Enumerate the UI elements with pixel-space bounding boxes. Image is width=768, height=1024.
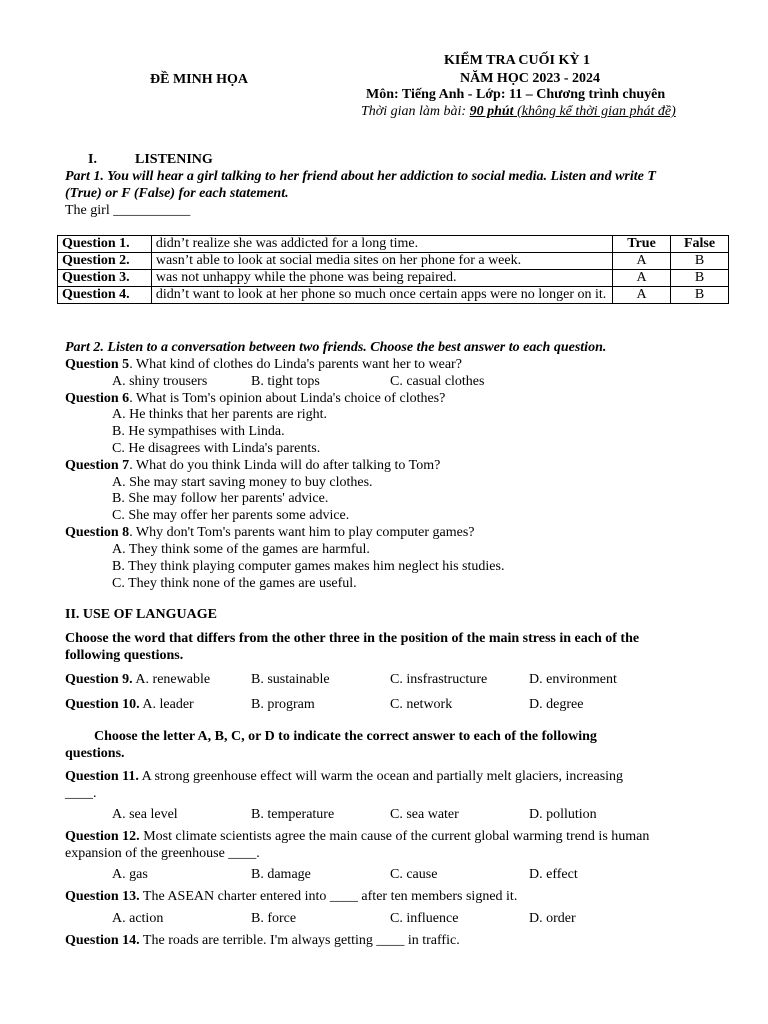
time-line bbox=[361, 103, 676, 120]
option-a: A. They think some of the games are harmful. bbox=[112, 542, 370, 557]
false-header: False bbox=[671, 236, 729, 253]
option-a: A. action bbox=[112, 911, 164, 926]
question-text-cont: expansion of the greenhouse ____. bbox=[65, 846, 260, 861]
true-option: A bbox=[613, 253, 671, 270]
question-12 bbox=[65, 828, 649, 845]
option-b: B. force bbox=[251, 911, 297, 926]
question-10 bbox=[0, 696, 768, 713]
section-title-listening: LISTENING bbox=[135, 152, 213, 167]
option-a: A. shiny trousers bbox=[112, 374, 208, 389]
option-b: B. program bbox=[251, 697, 315, 712]
school-year: NĂM HỌC 2023 - 2024 bbox=[460, 71, 600, 86]
left-title: ĐỀ MINH HỌA bbox=[150, 72, 248, 87]
option-d: D. pollution bbox=[529, 807, 597, 822]
option-d: D. order bbox=[529, 911, 576, 926]
time-value: 90 phút bbox=[469, 104, 514, 119]
question-7 bbox=[65, 457, 440, 474]
option-d: D. degree bbox=[529, 697, 584, 712]
option-b: B. They think playing computer games makes him neglect his studies. bbox=[112, 559, 505, 574]
options-q12 bbox=[0, 866, 768, 883]
option-b: B. tight tops bbox=[251, 374, 320, 389]
option-b: B. He sympathises with Linda. bbox=[112, 424, 285, 439]
time-prefix: Thời gian làm bài: bbox=[361, 104, 470, 119]
false-option: B bbox=[671, 287, 729, 304]
option-a: A. leader bbox=[139, 697, 194, 712]
question-label: Question 2. bbox=[58, 253, 152, 270]
question-label: Question 4. bbox=[58, 287, 152, 304]
option-a: A. He thinks that her parents are right. bbox=[112, 407, 327, 422]
question-label: Question 6 bbox=[65, 391, 130, 406]
question-text-cont: ____. bbox=[65, 786, 97, 801]
false-option: B bbox=[671, 253, 729, 270]
table-row bbox=[58, 287, 729, 304]
question-11 bbox=[65, 768, 623, 785]
option-a: A. She may start saving money to buy clothes. bbox=[112, 475, 373, 490]
section-title-language: II. USE OF LANGUAGE bbox=[65, 607, 217, 622]
option-b: B. damage bbox=[251, 867, 311, 882]
question-9-first bbox=[65, 671, 210, 688]
question-text: . Why don't Tom's parents want him to play computer games? bbox=[129, 525, 475, 540]
options-q13 bbox=[0, 910, 768, 927]
true-option: A bbox=[613, 287, 671, 304]
exam-title: KIỂM TRA CUỐI KỲ 1 bbox=[444, 53, 590, 68]
question-label: Question 8 bbox=[65, 525, 130, 540]
option-d: D. effect bbox=[529, 867, 578, 882]
true-option: A bbox=[613, 270, 671, 287]
true-false-table bbox=[57, 235, 729, 304]
choose-instruction-cont: questions. bbox=[65, 746, 125, 761]
question-label: Question 13. bbox=[65, 889, 140, 904]
table-row bbox=[58, 236, 729, 253]
option-c: C. influence bbox=[390, 911, 459, 926]
question-text: . What do you think Linda will do after talking to Tom? bbox=[129, 458, 441, 473]
choose-instruction: Choose the letter A, B, C, or D to indicate the correct answer to each of the following bbox=[94, 729, 597, 744]
table-row bbox=[58, 270, 729, 287]
question-9 bbox=[0, 671, 768, 688]
statement: wasn’t able to look at social media sites on her phone for a week. bbox=[151, 253, 612, 270]
question-label: Question 5 bbox=[65, 357, 130, 372]
option-b: B. She may follow her parents' advice. bbox=[112, 491, 329, 506]
options-q5 bbox=[0, 373, 768, 390]
question-label: Question 1. bbox=[58, 236, 152, 253]
question-text: . What kind of clothes do Linda's parents want her to wear? bbox=[129, 357, 462, 372]
question-text: A strong greenhouse effect will warm the ocean and partially melt glaciers, increasing bbox=[138, 769, 624, 784]
option-c: C. cause bbox=[390, 867, 438, 882]
statement: didn’t realize she was addicted for a long time. bbox=[151, 236, 612, 253]
question-label: Question 9. bbox=[65, 672, 133, 687]
question-6 bbox=[65, 390, 445, 407]
option-c: C. She may offer her parents some advice. bbox=[112, 508, 350, 523]
option-c: C. He disagrees with Linda's parents. bbox=[112, 441, 321, 456]
stress-instruction: Choose the word that differs from the other three in the position of the main stress in each of the bbox=[65, 631, 640, 646]
option-c: C. casual clothes bbox=[390, 374, 485, 389]
stress-instruction-cont: following questions. bbox=[65, 648, 184, 663]
option-c: C. network bbox=[390, 697, 453, 712]
part2-instruction: Part 2. Listen to a conversation between two friends. Choose the best answer to each question. bbox=[65, 340, 607, 355]
option-d: D. environment bbox=[529, 672, 617, 687]
question-label: Question 12. bbox=[65, 829, 140, 844]
option-a: A. gas bbox=[112, 867, 148, 882]
question-text: Most climate scientists agree the main cause of the current global warming trend is human bbox=[139, 829, 650, 844]
options-q11 bbox=[0, 806, 768, 823]
question-text: The ASEAN charter entered into ____ after ten members signed it. bbox=[139, 889, 518, 904]
question-label: Question 7 bbox=[65, 458, 130, 473]
option-a: A. renewable bbox=[132, 672, 211, 687]
question-label: Question 14. bbox=[65, 933, 140, 948]
question-10-first bbox=[65, 696, 194, 713]
question-14 bbox=[65, 932, 460, 949]
option-b: B. temperature bbox=[251, 807, 335, 822]
statement: was not unhappy while the phone was being repaired. bbox=[151, 270, 612, 287]
option-c: C. insfrastructure bbox=[390, 672, 488, 687]
part1-instruction-cont: (True) or F (False) for each statement. bbox=[65, 186, 289, 201]
option-c: C. They think none of the games are useful. bbox=[112, 576, 357, 591]
option-a: A. sea level bbox=[112, 807, 178, 822]
statement: didn’t want to look at her phone so much once certain apps were no longer on it. bbox=[151, 287, 612, 304]
the-girl-prompt: The girl ___________ bbox=[65, 203, 191, 218]
option-b: B. sustainable bbox=[251, 672, 330, 687]
part1-instruction: Part 1. You will hear a girl talking to her friend about her addiction to social media. Listen and write T bbox=[65, 169, 656, 184]
question-text: . What is Tom's opinion about Linda's choice of clothes? bbox=[129, 391, 446, 406]
question-5 bbox=[65, 356, 462, 373]
true-header: True bbox=[613, 236, 671, 253]
question-text: The roads are terrible. I'm always getting ____ in traffic. bbox=[139, 933, 460, 948]
section-numeral: I. bbox=[88, 152, 97, 167]
question-label: Question 10. bbox=[65, 697, 140, 712]
question-label: Question 3. bbox=[58, 270, 152, 287]
false-option: B bbox=[671, 270, 729, 287]
question-8 bbox=[65, 524, 475, 541]
question-label: Question 11. bbox=[65, 769, 139, 784]
option-c: C. sea water bbox=[390, 807, 459, 822]
question-13 bbox=[65, 888, 517, 905]
time-suffix: (không kể thời gian phát đề) bbox=[513, 104, 676, 119]
table-row bbox=[58, 253, 729, 270]
subject-line: Môn: Tiếng Anh - Lớp: 11 – Chương trình chuyên bbox=[366, 87, 666, 102]
